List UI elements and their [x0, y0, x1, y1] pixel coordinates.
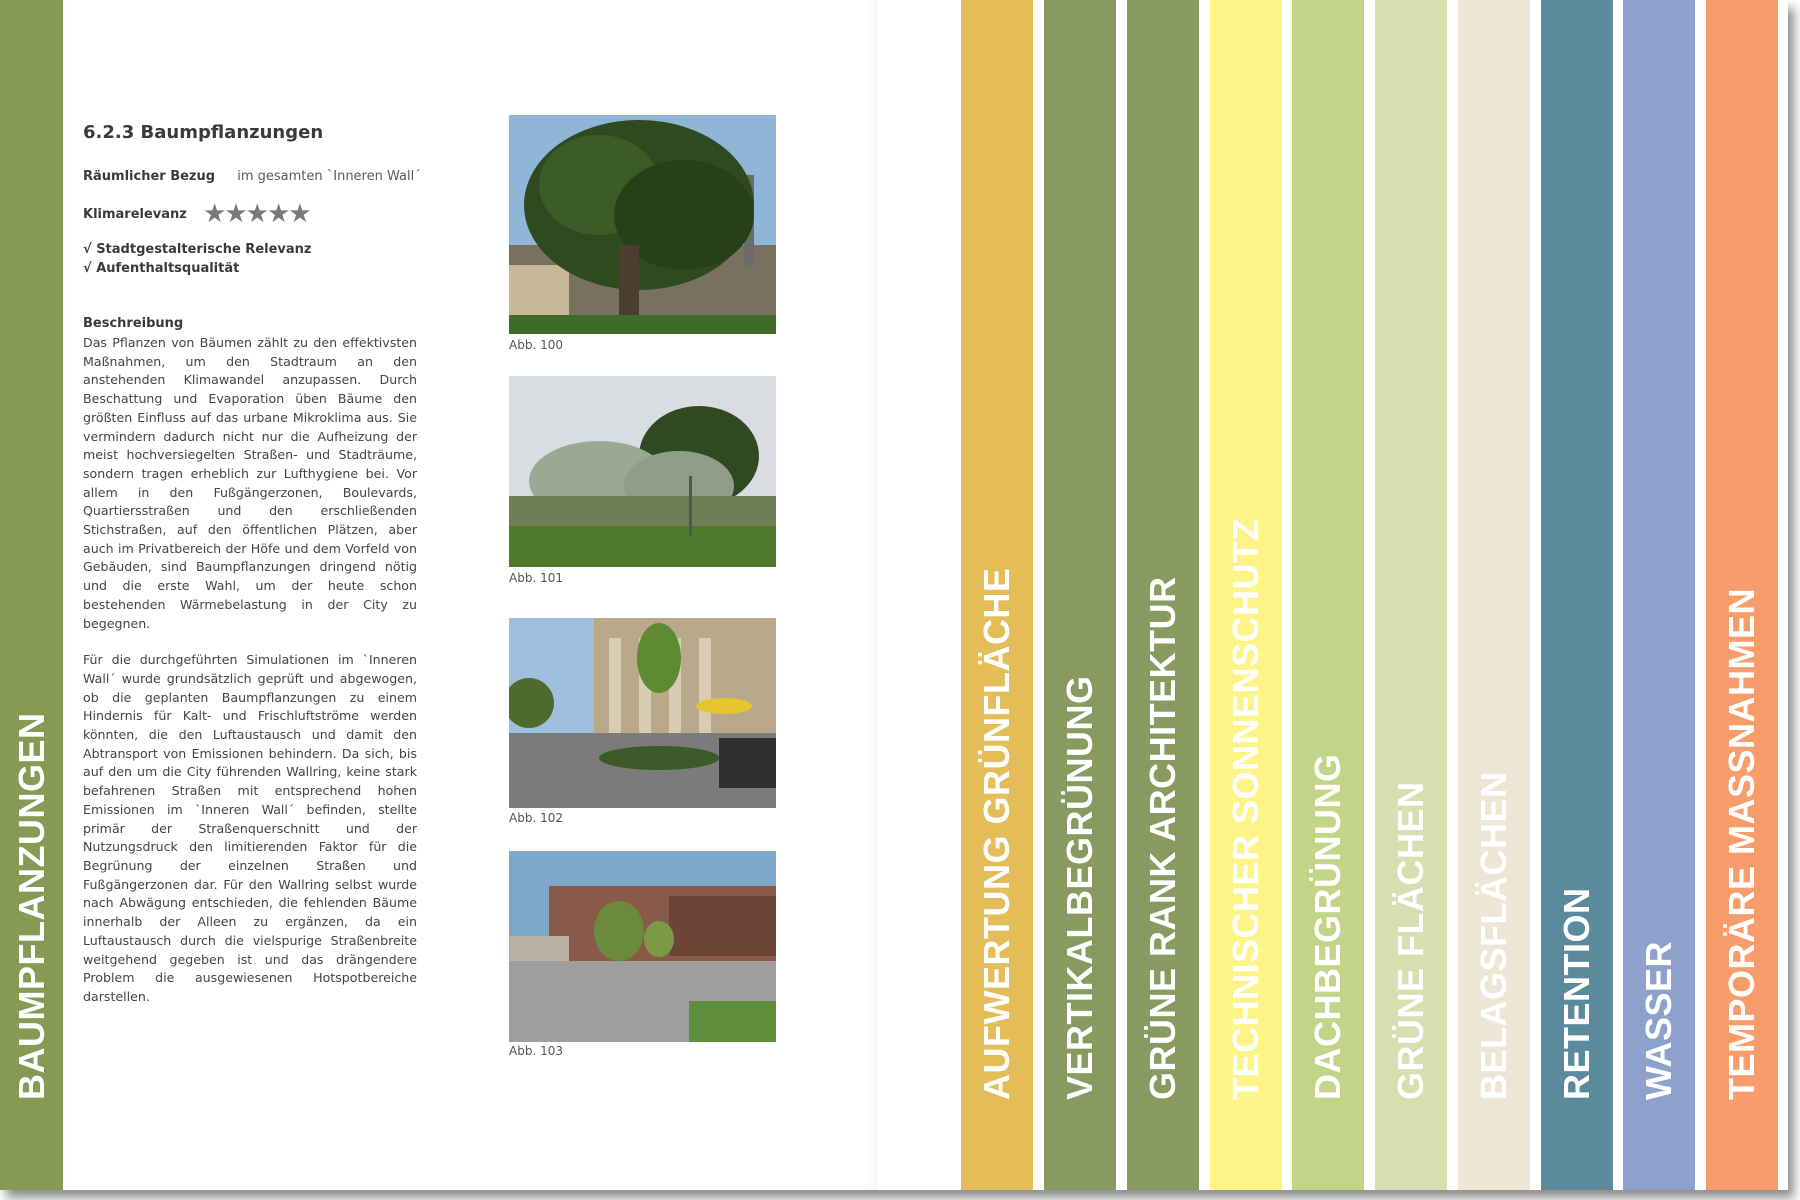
photo-abb-101 [509, 376, 776, 567]
tab-aufwertung-gruenflaeche[interactable] [961, 0, 1033, 1190]
relevance-list [83, 240, 311, 278]
street-photo-image [509, 618, 776, 808]
tab-wasser[interactable] [1623, 0, 1695, 1190]
side-tab-baumpflanzungen [0, 0, 63, 1190]
figure-caption: Abb. 101 [509, 571, 563, 585]
section-heading: 6.2.3 Baumpflanzungen [83, 122, 324, 143]
spatial-reference-value: im gesamten `Inneren Wall´ [237, 169, 421, 184]
tab-technischer-sonnenschutz[interactable] [1210, 0, 1282, 1190]
description-paragraph: Für die durchgeführten Simulationen im `Inneren Wall´ wurde grundsätzlich geprüft und abgewogen, ob die geplanten Baumpflanzungen zu einem Hindernis für Kalt- und Frischluftströme werden könnten, die den Luftaustausch und damit den Abtransport von Emissionen behindern. Da sich, bis auf den um die City führenden Wallring, keine stark befahrenen Straßen mit entsprechend hohen Emissionen im `Inneren Wall´ befinden, stellte primär der Straßenquerschnitt und der Nutzungsdruck den limitierenden Faktor für die Begrünung der einzelnen Straßen und Fußgängerzonen dar. Für den Wallring selbst wurde nach Abwägung entschieden, die fehlenden Bäume innerhalb der Alleen zu ergänzen, da ein Luftaustausch durch die vielspurige Straßenbreite weitgehend gegeben ist und das drängendere Problem die ausgewiesenen Hotspotbereiche darstellen. [83, 652, 417, 1004]
spatial-reference-row [83, 169, 421, 184]
figure-caption: Abb. 102 [509, 811, 563, 825]
description-title: Beschreibung [83, 316, 184, 331]
rating-stars-icon: ★★★★★ [203, 199, 310, 229]
tab-retention[interactable] [1541, 0, 1613, 1190]
tab-label: GRÜNE FLÄCHEN [1390, 781, 1431, 1100]
spatial-reference-label: Räumlicher Bezug [83, 169, 216, 184]
photo-abb-103 [509, 851, 776, 1042]
tree-photo-image [509, 115, 776, 334]
tab-temporaere-massnahmen[interactable] [1706, 0, 1778, 1190]
tab-label: GRÜNE RANK ARCHITEKTUR [1142, 576, 1183, 1100]
park-photo-image [509, 376, 776, 567]
side-tab-label: BAUMPFLANZUNGEN [10, 712, 52, 1100]
photo-abb-100 [509, 115, 776, 334]
tab-label: TEMPORÄRE MASSNAHMEN [1721, 587, 1762, 1100]
figure-caption: Abb. 100 [509, 338, 563, 352]
figure-caption: Abb. 103 [509, 1044, 563, 1058]
climate-relevance-row [83, 199, 310, 229]
tab-label: DACHBEGRÜNUNG [1307, 753, 1348, 1100]
right-page [878, 0, 1788, 1190]
relevance-item: √ Stadtgestalterische Relevanz [83, 242, 312, 257]
description-paragraph: Das Pflanzen von Bäumen zählt zu den effektivsten Maßnahmen, um den Stadtraum an den anstehenden Klimawandel anzupassen. Durch Beschattung und Evaporation üben Bäume den größten Einfluss auf das urbane Mikroklima aus. Sie vermindern dadurch nicht nur die Aufheizung der meist hochversiegelten Straßen- und Stadträume, sondern tragen erheblich zur Lufthygiene bei. Vor allem in den Fußgängerzonen, Boulevards, Quartiersstraßen und den erschließenden Stichstraßen, auf den öffentlichen Plätzen, aber auch im Privatbereich der Höfe und dem Vorfeld von Gebäuden, sind Baumpflanzungen dringend nötig und die erste Wahl, um der heute schon bestehenden Wärmebelastung in der City zu begegnen. [83, 335, 417, 631]
tab-label: RETENTION [1556, 887, 1597, 1100]
description-body [83, 334, 417, 1025]
tab-dachbegruenung[interactable] [1292, 0, 1364, 1190]
tab-belagsflaechen[interactable] [1458, 0, 1530, 1190]
tab-label: AUFWERTUNG GRÜNFLÄCHE [976, 567, 1017, 1100]
photo-abb-102 [509, 618, 776, 808]
tab-label: TECHNISCHER SONNENSCHUTZ [1225, 517, 1266, 1100]
relevance-item: √ Aufenthaltsqualität [83, 261, 240, 276]
left-page [0, 0, 878, 1190]
tab-label: BELAGSFLÄCHEN [1473, 771, 1514, 1100]
tab-gruene-flaechen[interactable] [1375, 0, 1447, 1190]
tab-gruene-rank-architektur[interactable] [1127, 0, 1199, 1190]
climate-relevance-label: Klimarelevanz [83, 206, 187, 222]
plaza-photo-image [509, 851, 776, 1042]
tab-label: WASSER [1638, 940, 1679, 1100]
tab-vertikalbegruenung[interactable] [1044, 0, 1116, 1190]
tab-label: VERTIKALBEGRÜNUNG [1059, 675, 1100, 1100]
